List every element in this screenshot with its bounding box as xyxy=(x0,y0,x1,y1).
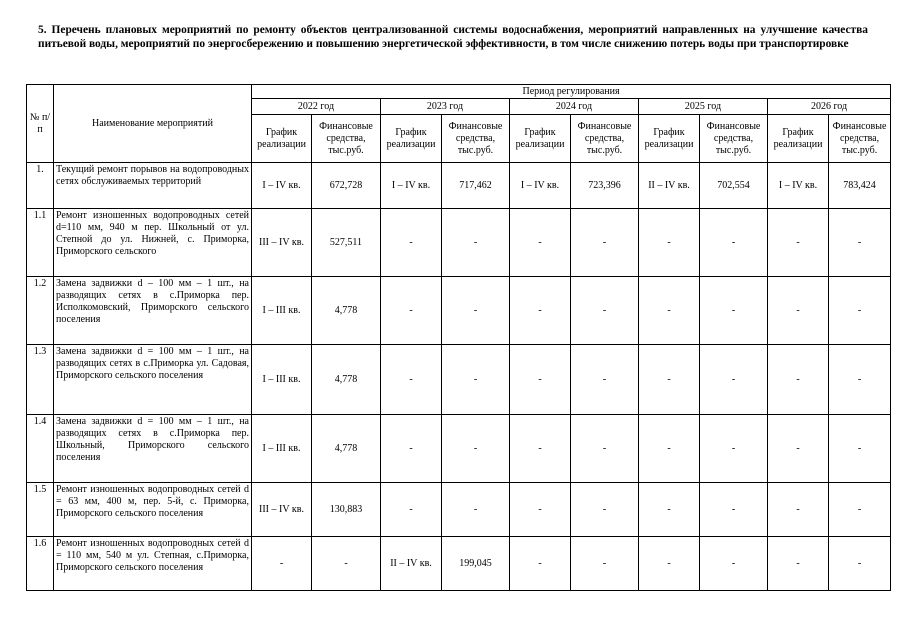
finance-cell: - xyxy=(700,415,768,483)
schedule-cell: - xyxy=(381,209,442,277)
schedule-cell: - xyxy=(768,277,829,345)
schedule-cell: - xyxy=(510,537,571,591)
finance-cell: - xyxy=(442,209,510,277)
finance-cell: - xyxy=(442,277,510,345)
schedule-cell: - xyxy=(510,277,571,345)
finance-cell: - xyxy=(700,345,768,415)
schedule-cell: - xyxy=(768,483,829,537)
finance-cell: - xyxy=(829,277,891,345)
row-number: 1.1 xyxy=(27,209,54,277)
finance-cell: - xyxy=(700,277,768,345)
schedule-cell: - xyxy=(639,209,700,277)
schedule-cell: - xyxy=(510,483,571,537)
finance-cell: - xyxy=(312,537,381,591)
row-name: Ремонт изношенных водопроводных сетей d = 110 мм, 540 м ул. Степная, с.Приморка, Приморского сельского поселения xyxy=(54,537,252,591)
schedule-cell: II – IV кв. xyxy=(381,537,442,591)
schedule-cell: - xyxy=(510,345,571,415)
finance-cell: 4,778 xyxy=(312,415,381,483)
schedule-cell: I – IV кв. xyxy=(252,163,312,209)
schedule-cell: - xyxy=(639,345,700,415)
schedule-cell: I – III кв. xyxy=(252,277,312,345)
schedule-cell: II – IV кв. xyxy=(639,163,700,209)
finance-cell: 4,778 xyxy=(312,277,381,345)
finance-cell: - xyxy=(442,483,510,537)
table-row xyxy=(27,415,891,483)
finance-cell: 527,511 xyxy=(312,209,381,277)
table-row xyxy=(27,209,891,277)
row-name: Замена задвижки d = 100 мм – 1 шт., на разводящих сетях в с.Приморка ул. Садовая, Приморского сельского поселения xyxy=(54,345,252,415)
row-name: Текущий ремонт порывов на водопроводных сетях обслуживаемых территорий xyxy=(54,163,252,209)
schedule-cell: I – IV кв. xyxy=(768,163,829,209)
header-finance: Финансовые средства, тыс.руб. xyxy=(442,115,510,163)
table-row xyxy=(27,277,891,345)
finance-cell: 4,778 xyxy=(312,345,381,415)
finance-cell: 702,554 xyxy=(700,163,768,209)
row-number: 1. xyxy=(27,163,54,209)
schedule-cell: - xyxy=(768,537,829,591)
schedule-cell: - xyxy=(381,483,442,537)
header-schedule: График реализации xyxy=(639,115,700,163)
schedule-cell: - xyxy=(639,537,700,591)
header-year: 2022 год xyxy=(252,99,381,115)
finance-cell: - xyxy=(700,209,768,277)
header-year: 2025 год xyxy=(639,99,768,115)
header-schedule: График реализации xyxy=(252,115,312,163)
document-title: 5. Перечень плановых мероприятий по ремонту объектов централизованной системы водоснабжения, мероприятий направленных на улучшение качества питьевой воды, мероприятий по энергосбережению и повышению энергетической эффективности, в том числе снижению потерь воды при транспортировке xyxy=(38,24,868,50)
header-name: Наименование мероприятий xyxy=(54,85,252,163)
finance-cell: - xyxy=(829,537,891,591)
schedule-cell: - xyxy=(252,537,312,591)
schedule-cell: - xyxy=(768,345,829,415)
finance-cell: - xyxy=(571,537,639,591)
schedule-cell: - xyxy=(639,415,700,483)
header-num: № п/п xyxy=(27,85,54,163)
header-finance: Финансовые средства, тыс.руб. xyxy=(700,115,768,163)
schedule-cell: III – IV кв. xyxy=(252,209,312,277)
finance-cell: - xyxy=(829,415,891,483)
row-name: Ремонт изношенных водопроводных сетей d = 63 мм, 400 м, пер. 5-й, с. Приморка, Приморского сельского поселения xyxy=(54,483,252,537)
schedule-cell: I – III кв. xyxy=(252,415,312,483)
finance-cell: - xyxy=(571,483,639,537)
plan-table xyxy=(26,84,891,591)
finance-cell: - xyxy=(829,345,891,415)
row-number: 1.2 xyxy=(27,277,54,345)
finance-cell: 130,883 xyxy=(312,483,381,537)
schedule-cell: - xyxy=(768,209,829,277)
schedule-cell: - xyxy=(381,345,442,415)
header-finance: Финансовые средства, тыс.руб. xyxy=(829,115,891,163)
finance-cell: - xyxy=(571,415,639,483)
schedule-cell: - xyxy=(510,209,571,277)
finance-cell: - xyxy=(571,277,639,345)
schedule-cell: - xyxy=(639,483,700,537)
finance-cell: - xyxy=(442,415,510,483)
schedule-cell: - xyxy=(381,277,442,345)
row-number: 1.4 xyxy=(27,415,54,483)
row-name: Замена задвижки d – 100 мм – 1 шт., на разводящих сетях в с.Приморка пер. Исполкомовский, Приморского сельского поселения xyxy=(54,277,252,345)
header-schedule: График реализации xyxy=(768,115,829,163)
header-schedule: График реализации xyxy=(510,115,571,163)
header-schedule: График реализации xyxy=(381,115,442,163)
header-finance: Финансовые средства, тыс.руб. xyxy=(571,115,639,163)
header-finance: Финансовые средства, тыс.руб. xyxy=(312,115,381,163)
schedule-cell: - xyxy=(768,415,829,483)
finance-cell: 717,462 xyxy=(442,163,510,209)
schedule-cell: III – IV кв. xyxy=(252,483,312,537)
finance-cell: - xyxy=(700,537,768,591)
row-name: Ремонт изношенных водопроводных сетей d=110 мм, 940 м пер. Школьный от ул. Степной до ул. Нижней, с. Приморка, Приморского сельского xyxy=(54,209,252,277)
finance-cell: - xyxy=(442,345,510,415)
finance-cell: 723,396 xyxy=(571,163,639,209)
schedule-cell: - xyxy=(381,415,442,483)
schedule-cell: I – IV кв. xyxy=(381,163,442,209)
finance-cell: - xyxy=(571,345,639,415)
header-year: 2024 год xyxy=(510,99,639,115)
finance-cell: 199,045 xyxy=(442,537,510,591)
row-number: 1.3 xyxy=(27,345,54,415)
schedule-cell: - xyxy=(639,277,700,345)
row-number: 1.6 xyxy=(27,537,54,591)
schedule-cell: I – IV кв. xyxy=(510,163,571,209)
table-row xyxy=(27,483,891,537)
finance-cell: - xyxy=(829,483,891,537)
schedule-cell: I – III кв. xyxy=(252,345,312,415)
table-row xyxy=(27,537,891,591)
finance-cell: - xyxy=(700,483,768,537)
header-year: 2026 год xyxy=(768,99,891,115)
schedule-cell: - xyxy=(510,415,571,483)
finance-cell: - xyxy=(571,209,639,277)
header-year: 2023 год xyxy=(381,99,510,115)
table-row xyxy=(27,163,891,209)
header-period: Период регулирования xyxy=(252,85,891,99)
table-row xyxy=(27,345,891,415)
finance-cell: 783,424 xyxy=(829,163,891,209)
finance-cell: - xyxy=(829,209,891,277)
row-name: Замена задвижки d = 100 мм – 1 шт., на разводящих сетях в с.Приморка пер. Школьный, Приморского сельского поселения xyxy=(54,415,252,483)
finance-cell: 672,728 xyxy=(312,163,381,209)
row-number: 1.5 xyxy=(27,483,54,537)
